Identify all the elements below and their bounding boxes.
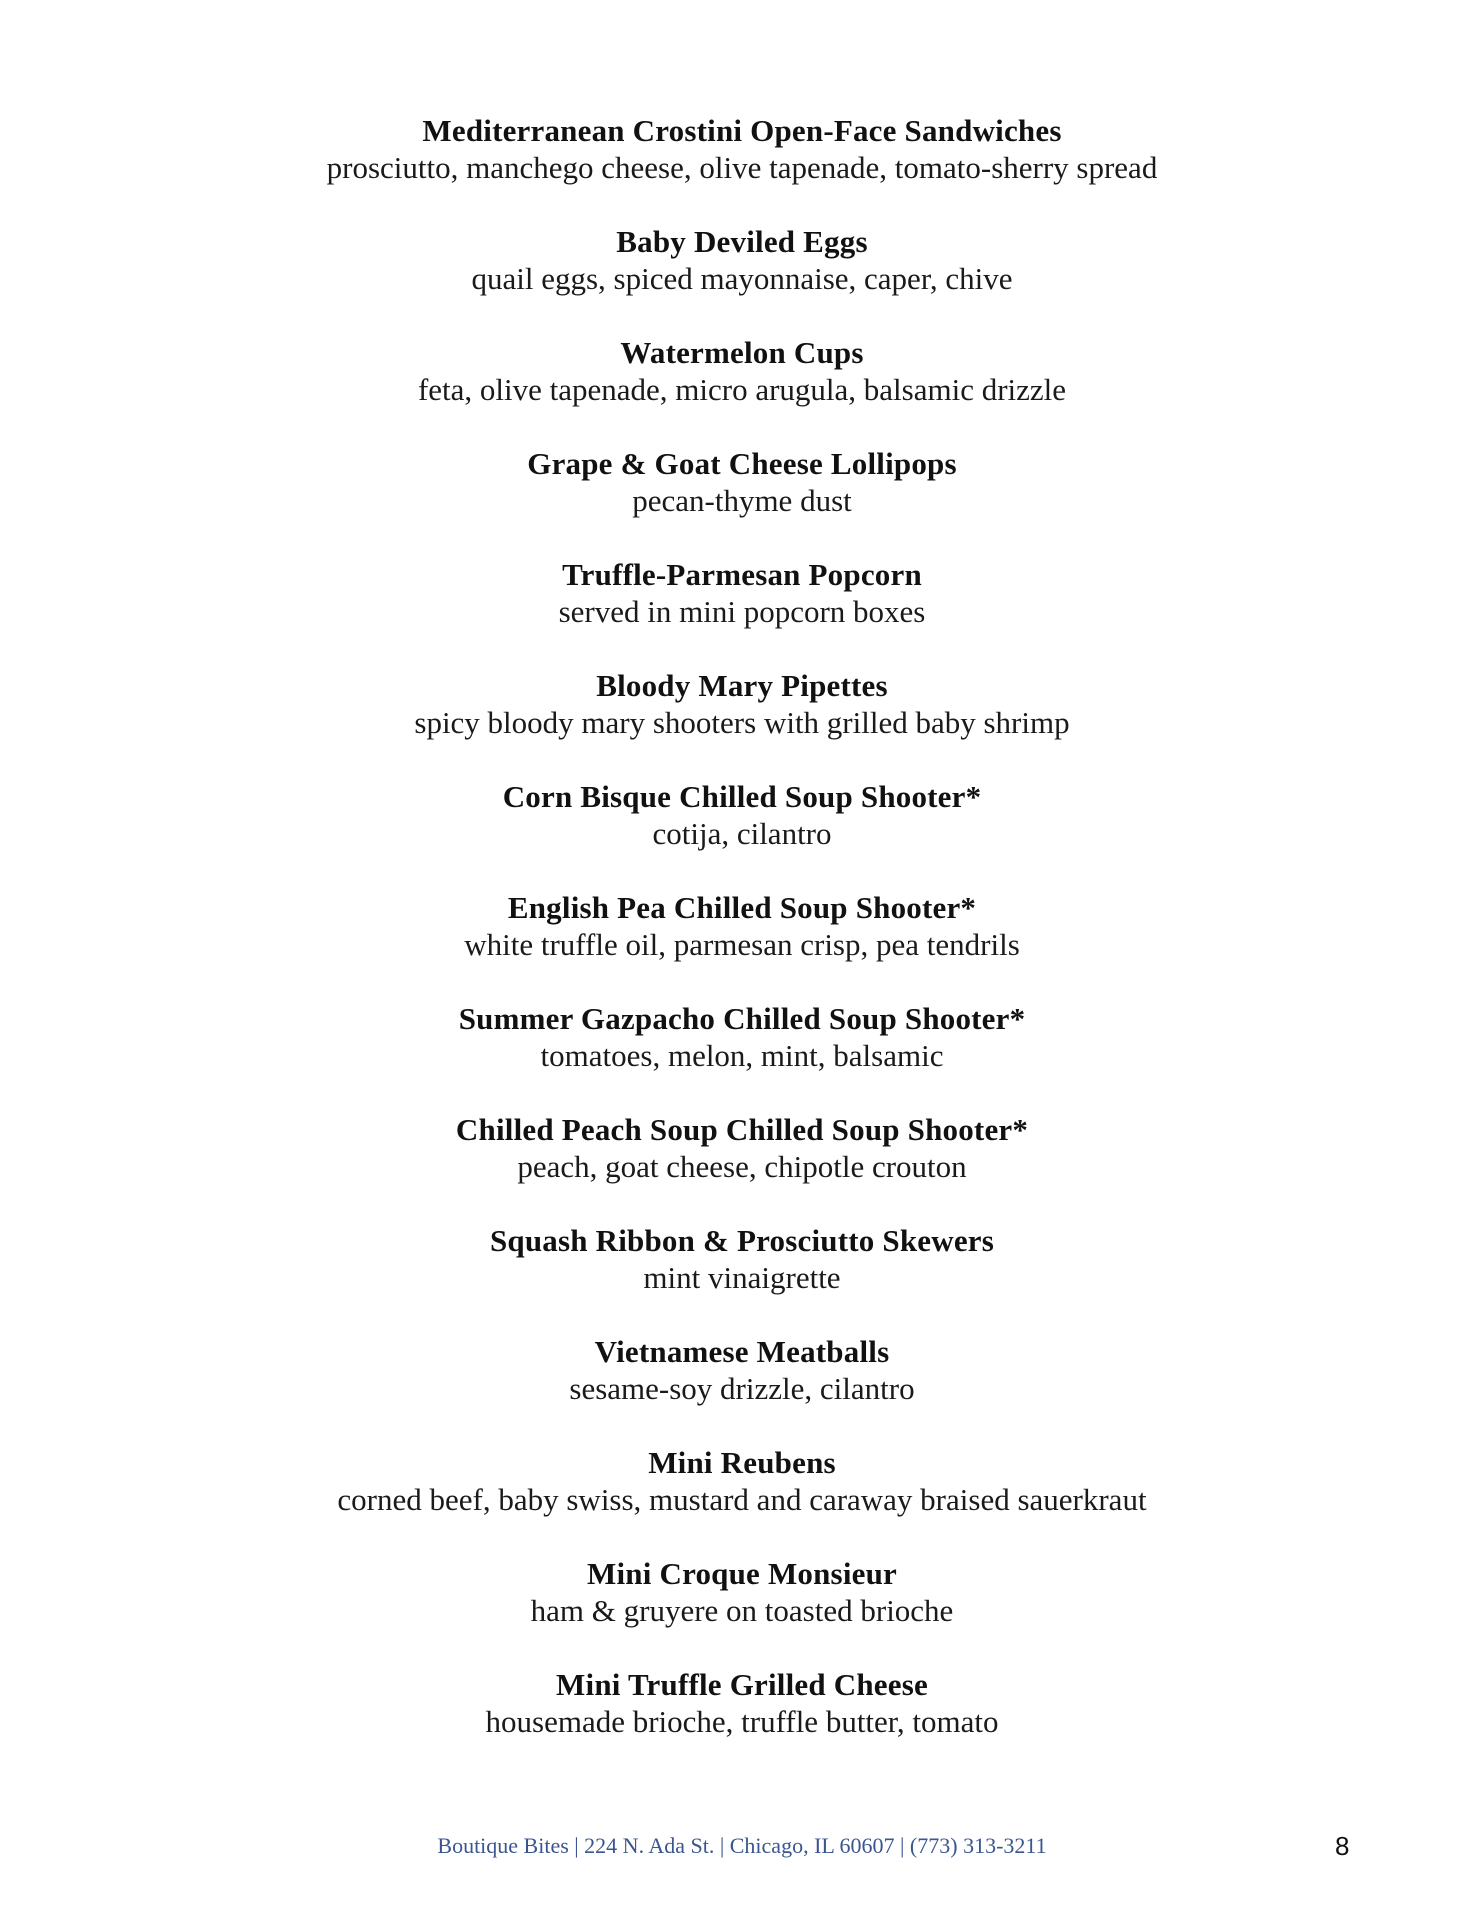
menu-item-title: Truffle-Parmesan Popcorn bbox=[562, 557, 922, 592]
menu-item-description: quail eggs, spiced mayonnaise, caper, chive bbox=[471, 261, 1013, 296]
menu-item-description: cotija, cilantro bbox=[652, 816, 832, 851]
menu-item-title: Mini Truffle Grilled Cheese bbox=[556, 1667, 928, 1702]
menu-item bbox=[0, 1111, 1484, 1222]
menu-item-description: prosciutto, manchego cheese, olive tapenade, tomato-sherry spread bbox=[326, 150, 1158, 185]
menu-item-description: spicy bloody mary shooters with grilled baby shrimp bbox=[414, 705, 1070, 740]
menu-item-title: Chilled Peach Soup Chilled Soup Shooter* bbox=[455, 1112, 1029, 1147]
menu-item bbox=[0, 778, 1484, 889]
page-footer bbox=[0, 1828, 1484, 1864]
menu-item bbox=[0, 445, 1484, 556]
menu-item bbox=[0, 889, 1484, 1000]
menu-item bbox=[0, 1222, 1484, 1333]
footer-contact-info: Boutique Bites | 224 N. Ada St. | Chicago, IL 60607 | (773) 313-3211 bbox=[437, 1833, 1047, 1858]
menu-item-title: English Pea Chilled Soup Shooter* bbox=[507, 890, 977, 925]
menu-item bbox=[0, 334, 1484, 445]
menu-item-title: Watermelon Cups bbox=[620, 335, 864, 370]
menu-item-title: Corn Bisque Chilled Soup Shooter* bbox=[502, 779, 982, 814]
menu-item-description: served in mini popcorn boxes bbox=[558, 594, 926, 629]
menu-item bbox=[0, 112, 1484, 223]
menu-item-description: ham & gruyere on toasted brioche bbox=[530, 1593, 954, 1628]
menu-item bbox=[0, 1666, 1484, 1777]
menu-item bbox=[0, 556, 1484, 667]
menu-item-title: Mini Reubens bbox=[648, 1445, 836, 1480]
menu-item bbox=[0, 667, 1484, 778]
menu-item bbox=[0, 223, 1484, 334]
menu-item-description: mint vinaigrette bbox=[643, 1260, 841, 1295]
page-number: 8 bbox=[1335, 1831, 1350, 1861]
menu-item-description: white truffle oil, parmesan crisp, pea tendrils bbox=[464, 927, 1020, 962]
menu-item-title: Mediterranean Crostini Open-Face Sandwiches bbox=[422, 113, 1062, 148]
menu-item-title: Vietnamese Meatballs bbox=[594, 1334, 890, 1369]
menu-item-title: Summer Gazpacho Chilled Soup Shooter* bbox=[458, 1001, 1026, 1036]
menu-item-description: housemade brioche, truffle butter, tomato bbox=[485, 1704, 999, 1739]
menu-item-title: Grape & Goat Cheese Lollipops bbox=[527, 446, 957, 481]
menu-list bbox=[0, 112, 1484, 1777]
menu-item-description: pecan-thyme dust bbox=[632, 483, 852, 518]
menu-item-description: tomatoes, melon, mint, balsamic bbox=[540, 1038, 944, 1073]
menu-item-title: Mini Croque Monsieur bbox=[587, 1556, 897, 1591]
menu-item bbox=[0, 1333, 1484, 1444]
menu-item-description: feta, olive tapenade, micro arugula, balsamic drizzle bbox=[417, 372, 1067, 407]
menu-item-description: sesame-soy drizzle, cilantro bbox=[569, 1371, 915, 1406]
menu-item-title: Baby Deviled Eggs bbox=[616, 224, 868, 259]
menu-item bbox=[0, 1555, 1484, 1666]
menu-item bbox=[0, 1000, 1484, 1111]
menu-item-title: Squash Ribbon & Prosciutto Skewers bbox=[489, 1223, 995, 1258]
menu-item-title: Bloody Mary Pipettes bbox=[596, 668, 888, 703]
menu-item-description: corned beef, baby swiss, mustard and caraway braised sauerkraut bbox=[337, 1482, 1147, 1517]
menu-item bbox=[0, 1444, 1484, 1555]
menu-item-description: peach, goat cheese, chipotle crouton bbox=[517, 1149, 967, 1184]
